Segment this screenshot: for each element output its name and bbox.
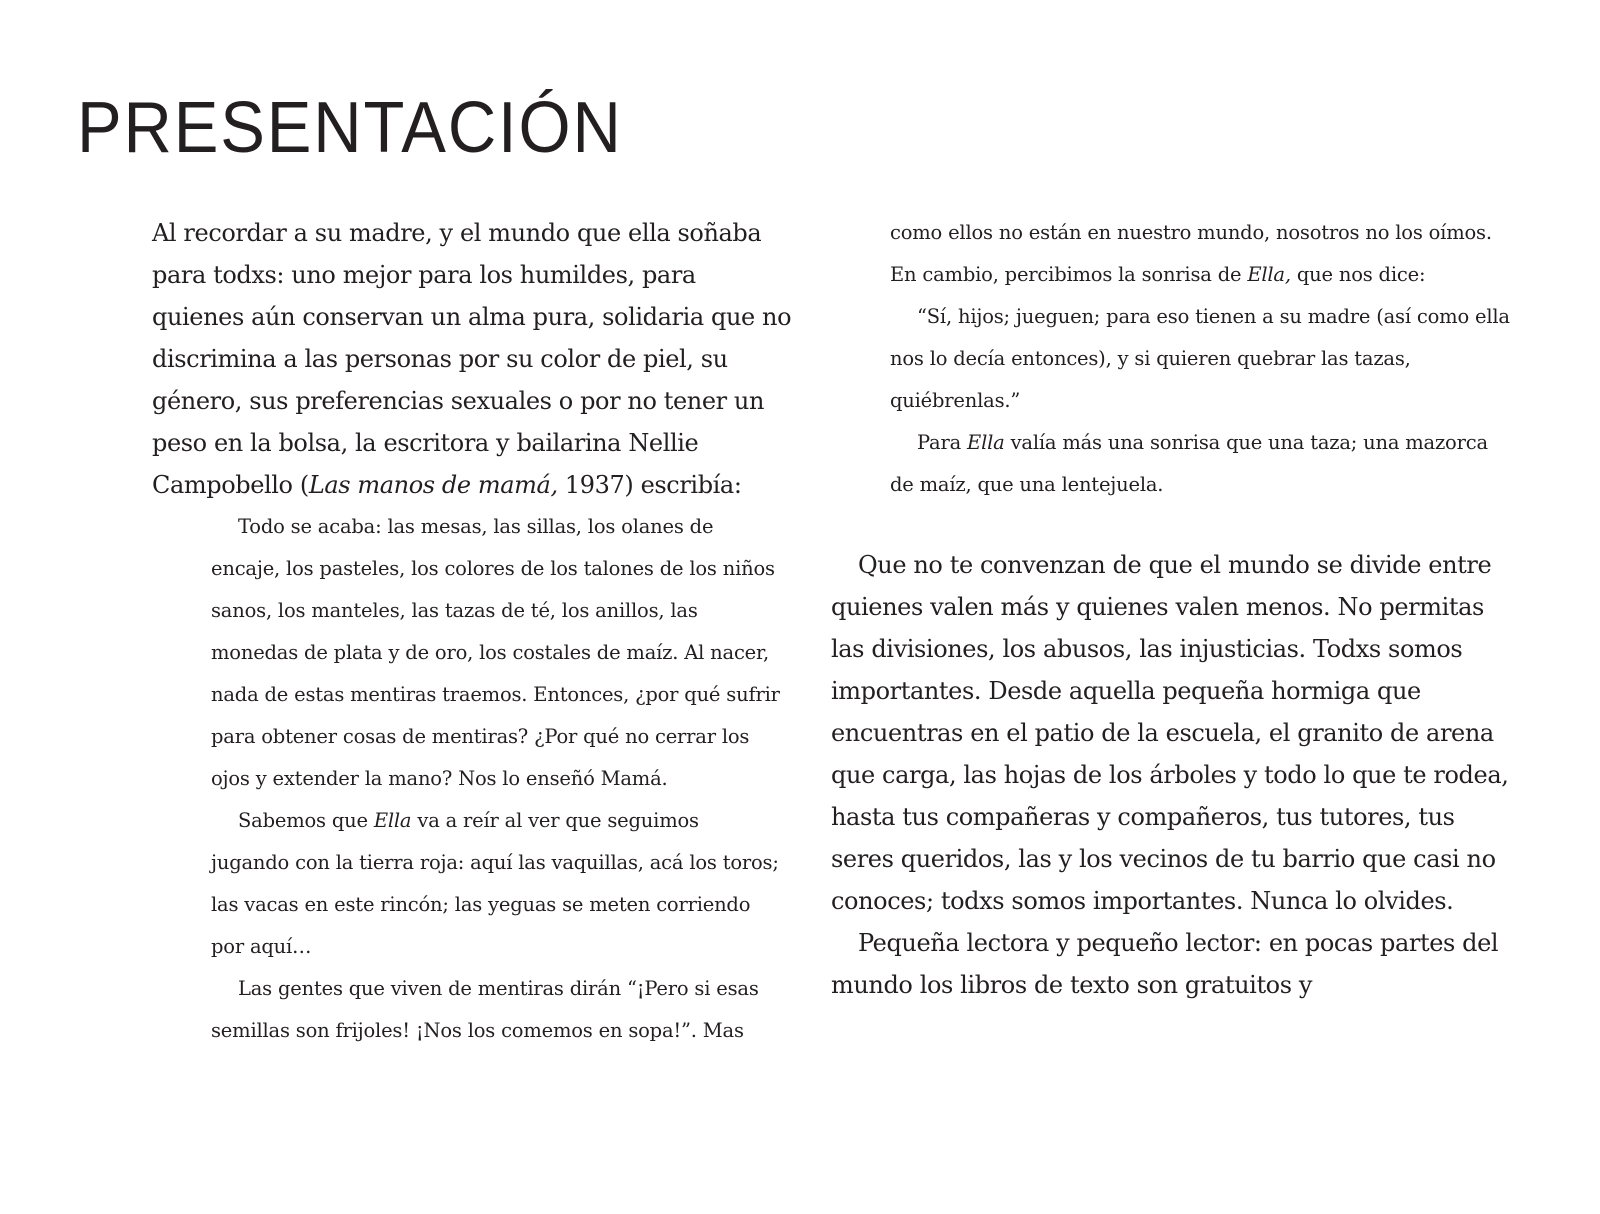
quote-p5-text-a: Para [917, 431, 968, 454]
quote-paragraph-4: “Sí, hijos; jueguen; para eso tienen a su madre (así como ella nos lo decía entonces), y si quieren quebrar las tazas, quiébrenlas.” [890, 305, 1510, 412]
quote-p2-text-a: Sabemos que [238, 809, 374, 832]
quote-p5-text-b: valía más una sonrisa que una taza; una mazorca de maíz, que una lentejuela. [890, 431, 1488, 496]
book-title: Las manos de mamá, [308, 471, 558, 499]
quote-continuation [890, 212, 1511, 296]
quote-cont-text-b: que nos dice: [1290, 263, 1426, 286]
paragraph-gap [831, 506, 1511, 544]
quote-p2-text-b: va a reír al ver que seguimos jugando con la tierra roja: aquí las vaquillas, acá los toros; las vacas en este rincón; las yeguas se meten corriendo por aquí… [211, 809, 779, 958]
left-column [152, 212, 792, 1052]
intro-paragraph [152, 212, 792, 506]
quote-paragraph-1: Todo se acaba: las mesas, las sillas, los olanes de encaje, los pasteles, los colores de los talones de los niños sanos, los manteles, las tazas de té, los anillos, las monedas de plata y de oro, los costales de maíz. Al nacer, nada de estas mentiras traemos. Entonces, ¿por qué sufrir para obtener cosas de mentiras? ¿Por qué no cerrar los ojos y extender la mano? Nos lo enseñó Mamá. [211, 515, 780, 790]
quote-paragraph-5 [890, 422, 1511, 506]
intro-text-a: Al recordar a su madre, y el mundo que ella soñaba para todxs: uno mejor para los humildes, para quienes aún conservan un alma pura, solidaria que no discrimina a las personas por su color de piel, su género, sus preferencias sexuales o por no tener un peso en la bolsa, la escritora y bailarina Nellie Campobello ( [152, 219, 792, 499]
quote-p5-ella: Ella [967, 431, 1005, 454]
right-column [831, 212, 1511, 1006]
block-quote [211, 506, 781, 1052]
page-title: PRESENTACIÓN [77, 88, 623, 168]
quote-paragraph-3: Las gentes que viven de mentiras dirán “¡Pero si esas semillas son frijoles! ¡Nos los comemos en sopa!”. Mas [211, 977, 759, 1042]
intro-text-b: 1937) escribía: [557, 471, 742, 499]
block-quote-continued [890, 212, 1511, 506]
quote-cont-ella: Ella, [1247, 263, 1291, 286]
quote-p2-ella: Ella [373, 809, 412, 832]
quote-paragraph-2 [211, 800, 781, 968]
body-paragraph-2: Pequeña lectora y pequeño lector: en pocas partes del mundo los libros de texto son gratuitos y [831, 929, 1499, 999]
quote-cont-text-a: como ellos no están en nuestro mundo, nosotros no los oímos. En cambio, percibimos la sonrisa de [890, 221, 1492, 286]
body-paragraph-1: Que no te convenzan de que el mundo se divide entre quienes valen más y quienes valen menos. No permitas las divisiones, los abusos, las injusticias. Todxs somos importantes. Desde aquella pequeña hormiga que encuentras en el patio de la escuela, el granito de arena que carga, las hojas de los árboles y todo lo que te rodea, hasta tus compañeras y compañeros, tus tutores, tus seres queridos, las y los vecinos de tu barrio que casi no conoces; todxs somos importantes. Nunca lo olvides. [831, 551, 1509, 915]
